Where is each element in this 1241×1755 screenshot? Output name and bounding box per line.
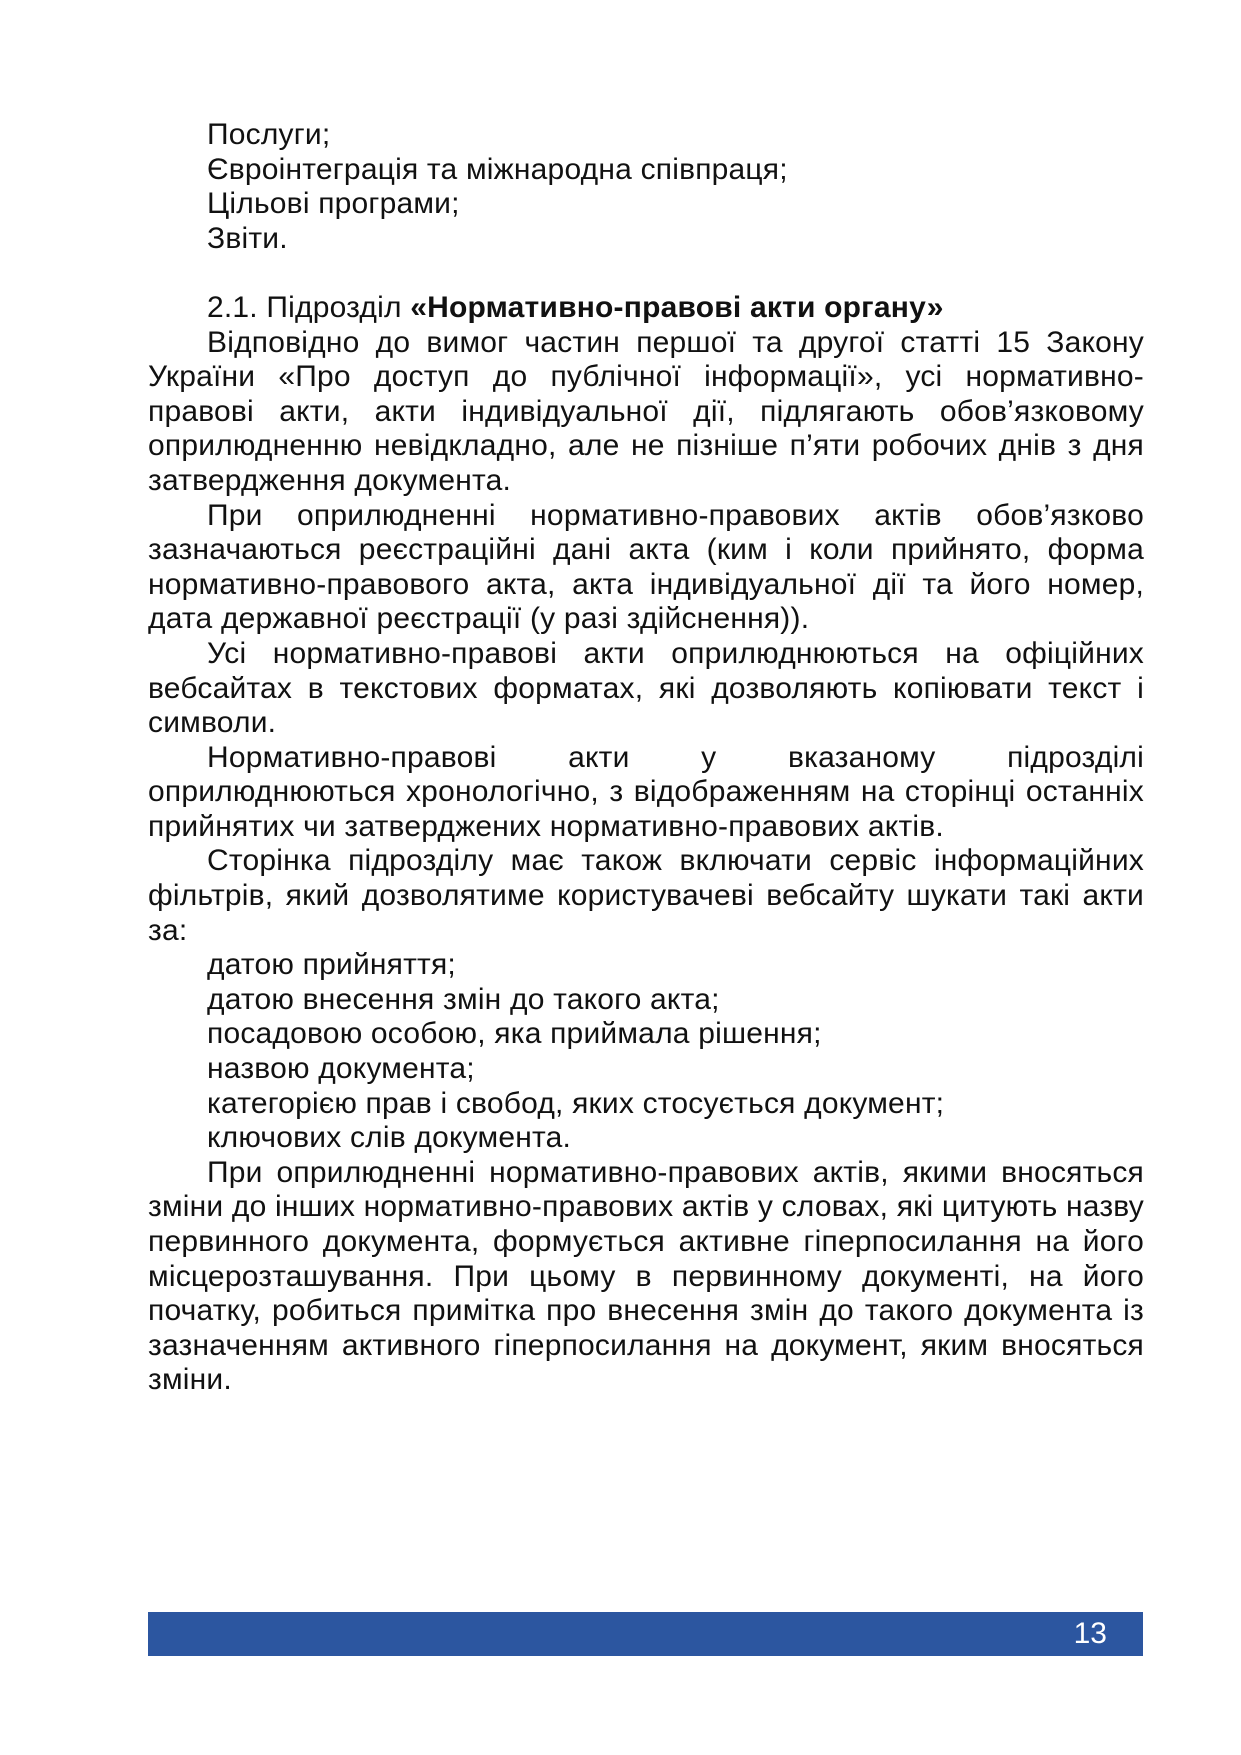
list-item: Цільові програми; xyxy=(207,187,460,221)
footer-bar xyxy=(148,1612,1143,1656)
section-number: 2.1. Підрозділ xyxy=(207,290,411,324)
paragraph: При оприлюдненні нормативно-правових актів, якими вносяться зміни до інших нормативно-правових актів у словах, які цитують назву первинного документа, формується активне гіперпосилання на його місцерозташування. При цьому в первинному документі, на його початку, робиться примітка про внесення змін до такого документа із зазначенням активного гіперпосилання на документ, яким вносяться зміни. xyxy=(148,1155,1144,1397)
paragraph: При оприлюдненні нормативно-правових актів обов’язково зазначаються реєстраційні дані акта (ким і коли прийнято, форма нормативно-правового акта, акта індивідуальної дії та його номер, дата державної реєстрації (у разі здійснення)). xyxy=(148,498,1144,636)
filter-list-item: посадовою особою, яка приймала рішення; xyxy=(207,1017,822,1051)
filter-list-item: ключових слів документа. xyxy=(207,1121,572,1155)
list-item: Євроінтеграція та міжнародна співпраця; xyxy=(207,152,788,186)
filter-list-item: датою внесення змін до такого акта; xyxy=(207,982,720,1016)
section-title: «Нормативно-правові акти органу» xyxy=(410,290,944,324)
section-heading xyxy=(148,291,1144,326)
paragraph: Нормативно-правові акти у вказаному підрозділі оприлюднюються хронологічно, з відображенням на сторінці останніх прийнятих чи затверджених нормативно-правових актів. xyxy=(148,740,1144,843)
body-text xyxy=(148,118,1144,1398)
list-item: Звіти. xyxy=(207,221,288,255)
list-item: Послуги; xyxy=(207,118,331,151)
paragraph: Усі нормативно-правові акти оприлюднюються на офіційних вебсайтах в текстових форматах, які дозволяють копіювати текст і символи. xyxy=(148,636,1144,740)
filter-list-item: назвою документа; xyxy=(207,1052,475,1086)
paragraph: Сторінка підрозділу має також включати сервіс інформаційних фільтрів, який дозволятиме користувачеві вебсайту шукати такі акти за: xyxy=(148,844,1144,947)
filter-list-item: датою прийняття; xyxy=(207,948,456,982)
page-number: 13 xyxy=(1073,1617,1107,1650)
paragraph: Відповідно до вимог частин першої та другої статті 15 Закону України «Про доступ до публічної інформації», усі нормативно-правові акти, акти індивідуальної дії, підлягають обов’язковому оприлюдненню невідкладно, але не пізніше п’яти робочих днів з дня затвердження документа. xyxy=(148,325,1144,497)
spacer xyxy=(148,256,1144,291)
filter-list-item: категорією прав і свобод, яких стосується документ; xyxy=(207,1086,945,1120)
